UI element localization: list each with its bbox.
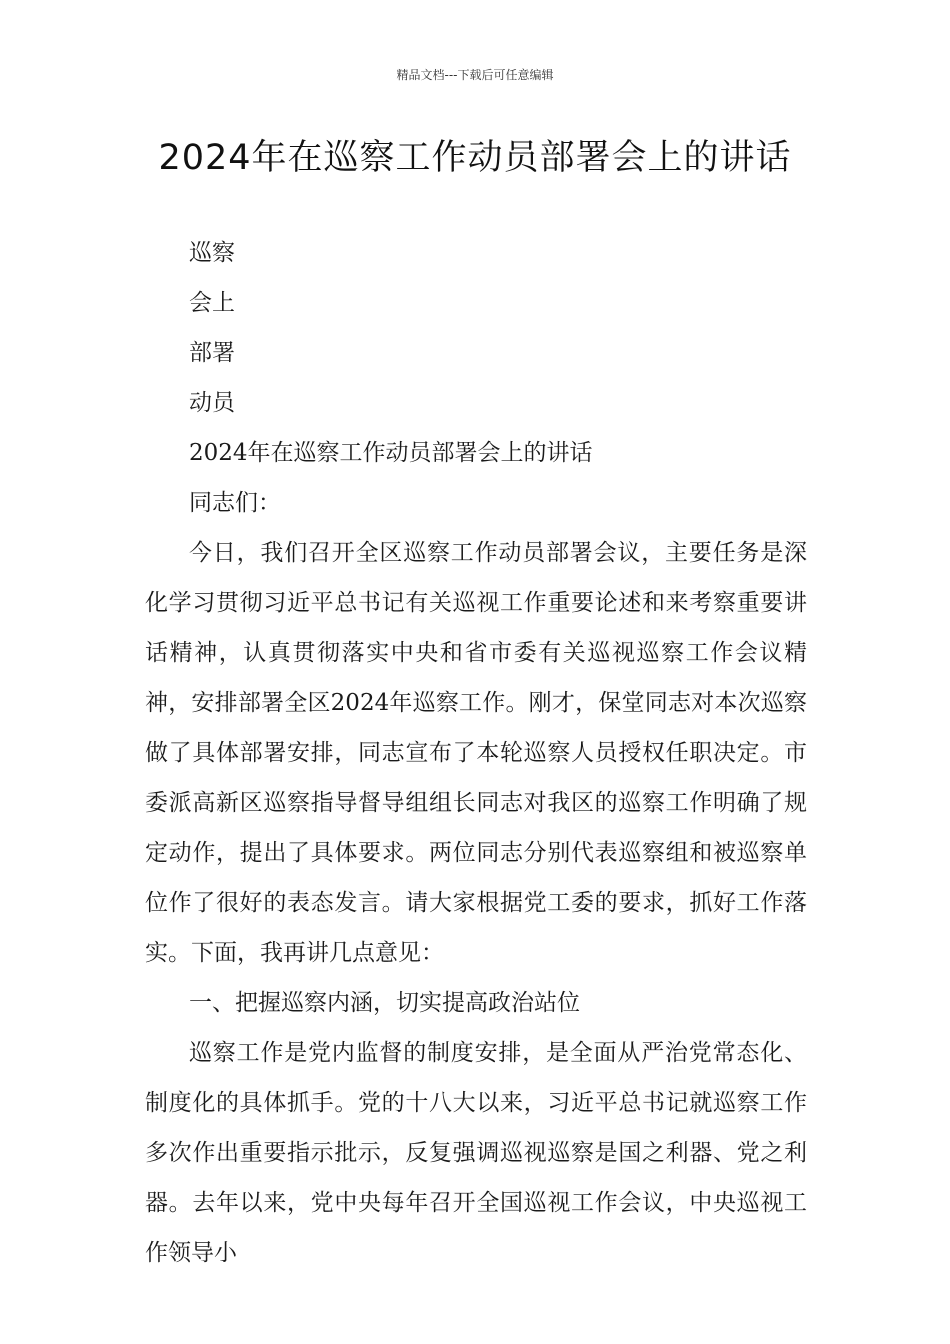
document-body [145, 228, 807, 1278]
keyword-3: 部署 [189, 340, 235, 366]
speech-subtitle: 2024年在巡察工作动员部署会上的讲话 [189, 440, 593, 466]
section-heading-1: 一、把握巡察内涵，切实提高政治站位 [189, 990, 580, 1016]
header-note: 精品文档---下载后可任意编辑 [396, 68, 554, 82]
paragraph-section-1: 巡察工作是党内监督的制度安排，是全面从严治党常态化、制度化的具体抓手。党的十八大以来，习近平总书记就巡察工作多次作出重要指示批示，反复强调巡视巡察是国之利器、党之利器。去年以来，党中央每年召开全国巡视工作会议，中央巡视工作领导小 [145, 1040, 807, 1266]
keyword-2: 会上 [189, 290, 235, 316]
keyword-4: 动员 [189, 390, 235, 416]
document-title: 2024年在巡察工作动员部署会上的讲话 [158, 138, 792, 178]
paragraph-opening: 今日，我们召开全区巡察工作动员部署会议，主要任务是深化学习贯彻习近平总书记有关巡视工作重要论述和来考察重要讲话精神，认真贯彻落实中央和省市委有关巡视巡察工作会议精神，安排部署全区2024年巡察工作。刚才，保堂同志对本次巡察做了具体部署安排，同志宣布了本轮巡察人员授权任职决定。市委派高新区巡察指导督导组组长同志对我区的巡察工作明确了规定动作，提出了具体要求。两位同志分别代表巡察组和被巡察单位作了很好的表态发言。请大家根据党工委的要求，抓好工作落实。下面，我再讲几点意见： [145, 540, 807, 966]
keyword-1: 巡察 [189, 240, 235, 266]
salutation: 同志们： [189, 490, 281, 516]
